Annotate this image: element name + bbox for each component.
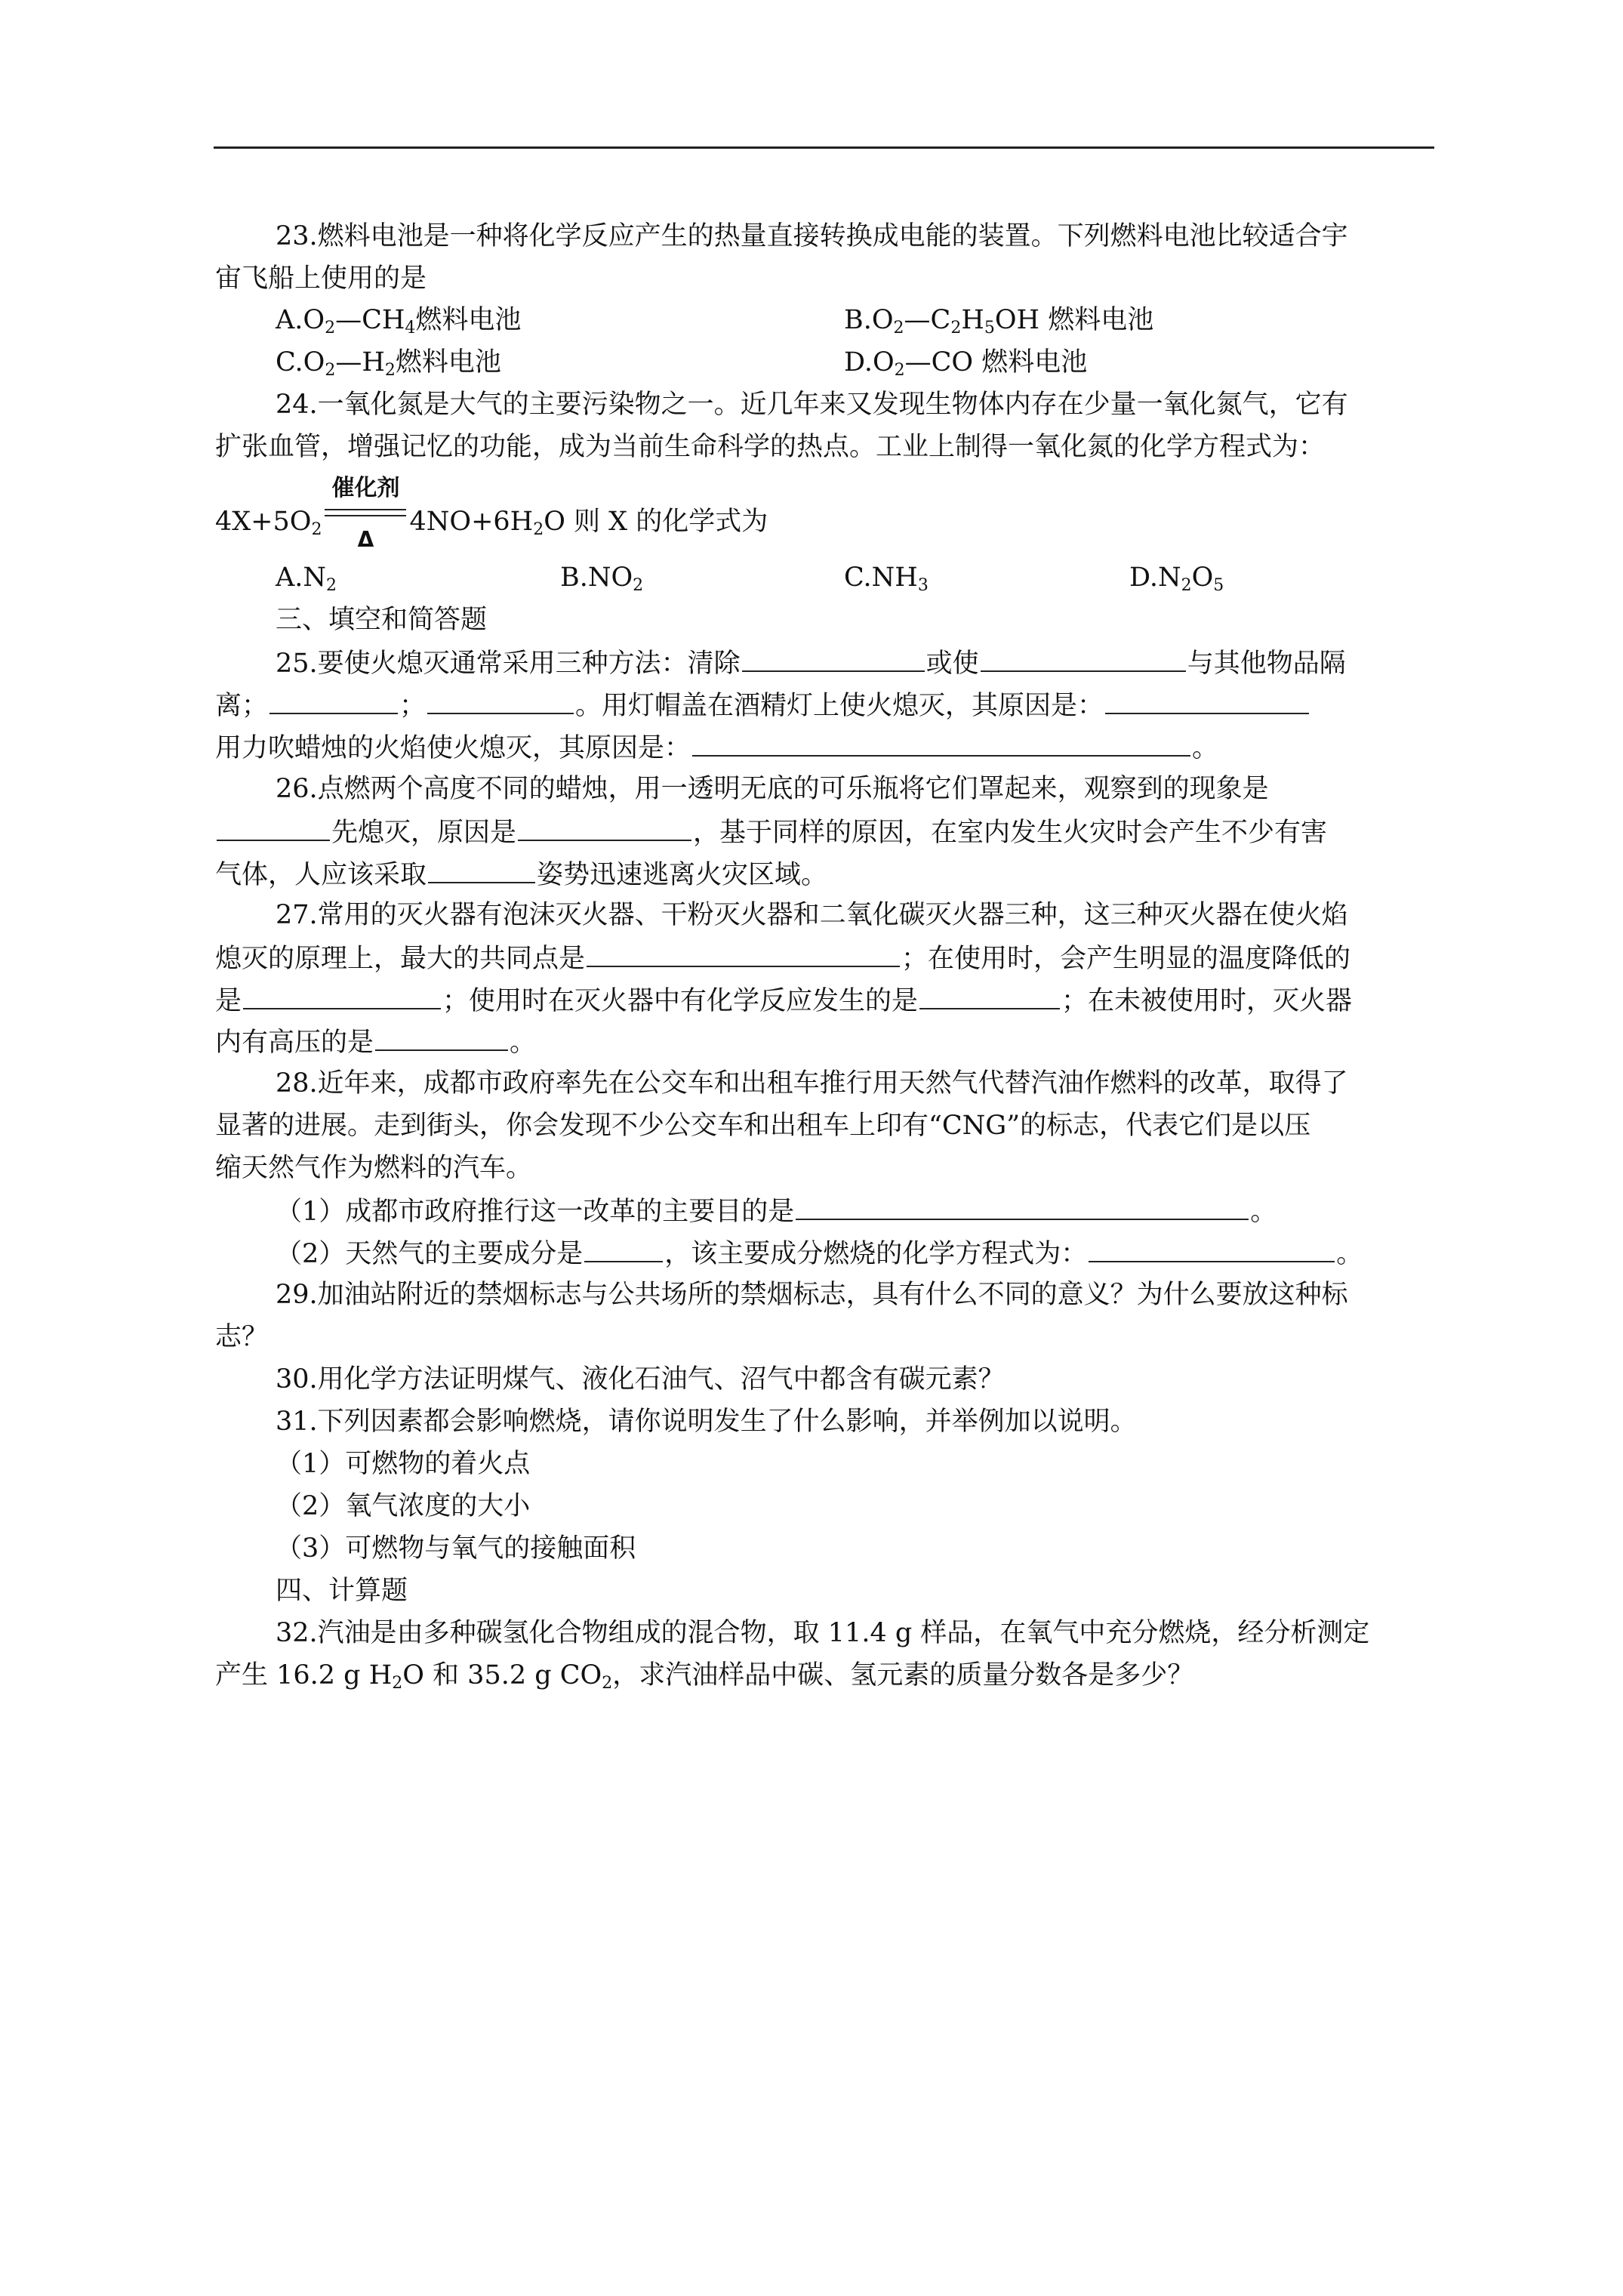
catalyst-label: 催化剂 [331,475,400,501]
q29-line1: 29.加油站附近的禁烟标志与公共场所的禁烟标志，具有什么不同的意义？为什么要放这种标 [276,1280,1348,1310]
answer-blank[interactable] [742,646,925,672]
q27-line3: 是 ；使用时在灭火器中有化学反应发生的是 ；在未被使用时，灭火器 [215,984,1623,1017]
q23-option-a: $A.O_2—CH_4$燃料电池 [276,305,522,337]
q31-part3: （3）可燃物与氧气的接触面积 [276,1533,636,1564]
q27-line1: 27.常用的灭火器有泡沫灭火器、干粉灭火器和二氧化碳灭火器三种，这三种灭火器在使火焰 [276,900,1348,930]
q25-line3: 用力吹蜡烛的火焰使火熄灭，其原因是： 。 [215,731,1623,764]
q28-line2: 显著的进展。走到街头，你会发现不少公交车和出租车上印有“CNG”的标志，代表它们是以压 [215,1111,1311,1141]
header-rule [214,146,1434,149]
answer-blank[interactable] [518,815,691,841]
answer-blank[interactable] [427,689,574,714]
q30-line: 30.用化学方法证明煤气、液化石油气、沼气中都含有碳元素？ [276,1364,1005,1395]
answer-blank[interactable] [584,1237,663,1262]
answer-blank[interactable] [243,984,441,1009]
q31-part1: （1）可燃物的着火点 [276,1449,531,1479]
q25-line1: 25.要使火熄灭通常采用三种方法：清除 或使 与其他物品隔 [276,646,1623,680]
reaction-condition [325,475,406,552]
q29-line2: 志？ [215,1322,269,1352]
q28-part1: （1）成都市政府推行这一改革的主要目的是 。 [276,1194,1623,1228]
answer-blank[interactable] [981,646,1186,672]
q23-line1: 23.燃料电池是一种将化学反应产生的热量直接转换成电能的装置。下列燃料电池比较适合宇 [276,221,1348,251]
q27-line2: 熄灭的原理上，最大的共同点是 ；在使用时，会产生明显的温度降低的 [215,942,1623,975]
answer-blank[interactable] [375,1025,508,1051]
answer-blank[interactable] [587,942,900,967]
q25-line2: 离； ； 。用灯帽盖在酒精灯上使火熄灭，其原因是： [215,689,1623,722]
q32-line2: 产生 16.2 g $H_2O$ 和 35.2 g $CO_2$，求汽油样品中碳、氢元素的质量分数各是多少？ [215,1660,1194,1693]
q26-line1: 26.点燃两个高度不同的蜡烛，用一透明无底的可乐瓶将它们罩起来，观察到的现象是 [276,774,1269,804]
q23-line2: 宙飞船上使用的是 [215,264,427,294]
q23-option-c: $C.O_2—H_2$燃料电池 [276,347,501,380]
q24-equation: $4X+5O_2$ 催化剂 Δ $4NO+6H_2O$ 则 X 的化学式为 [215,498,1623,538]
q24-option-b: $B.NO_2$ [560,562,644,595]
q24-option-d: $D.N_2O_5$ [1129,562,1224,595]
q23-option-b: $B.O_2—C_2H_5OH$ 燃料电池 [844,305,1154,337]
q24-option-c: $C.NH_3$ [844,562,929,595]
q31-part2: （2）氧气浓度的大小 [276,1491,531,1521]
q28-part2: （2）天然气的主要成分是 ，该主要成分燃烧的化学方程式为： 。 [276,1237,1623,1270]
q28-line1: 28.近年来，成都市政府率先在公交车和出租车推行用天然气代替汽油作燃料的改革，取得了 [276,1068,1348,1099]
q24-line1: 24.一氧化氮是大气的主要污染物之一。近几年来又发现生物体内存在少量一氧化氮气，它有 [276,390,1348,420]
q27-line4: 内有高压的是 。 [215,1025,1623,1059]
section-3-heading: 三、填空和简答题 [276,605,488,635]
q24-option-a: $A.N_2$ [276,562,337,595]
answer-blank[interactable] [1089,1237,1335,1262]
answer-blank[interactable] [919,984,1060,1009]
q23-option-d: $D.O_2—CO$ 燃料电池 [844,347,1088,380]
section-4-heading: 四、计算题 [276,1576,408,1606]
answer-blank[interactable] [1105,689,1309,714]
q24-line2: 扩张血管，增强记忆的功能，成为当前生命科学的热点。工业上制得一氧化氮的化学方程式为： [215,432,1326,462]
heat-symbol: Δ [357,527,374,552]
q26-line3: 气体，人应该采取 姿势迅速逃离火灾区域。 [215,858,1623,891]
answer-blank[interactable] [692,731,1190,757]
q28-line3: 缩天然气作为燃料的汽车。 [215,1153,533,1183]
answer-blank[interactable] [428,858,535,883]
q31-line1: 31.下列因素都会影响燃烧，请你说明发生了什么影响，并举例加以说明。 [276,1407,1137,1437]
answer-blank[interactable] [217,815,330,841]
answer-blank[interactable] [796,1194,1249,1220]
q26-line2: 先熄灭，原因是 ，基于同样的原因，在室内发生火灾时会产生不少有害 [215,815,1623,849]
q32-line1: 32.汽油是由多种碳氢化合物组成的混合物，取 11.4 g 样品，在氧气中充分燃烧，经分析测定 [276,1618,1370,1648]
answer-blank[interactable] [269,689,398,714]
